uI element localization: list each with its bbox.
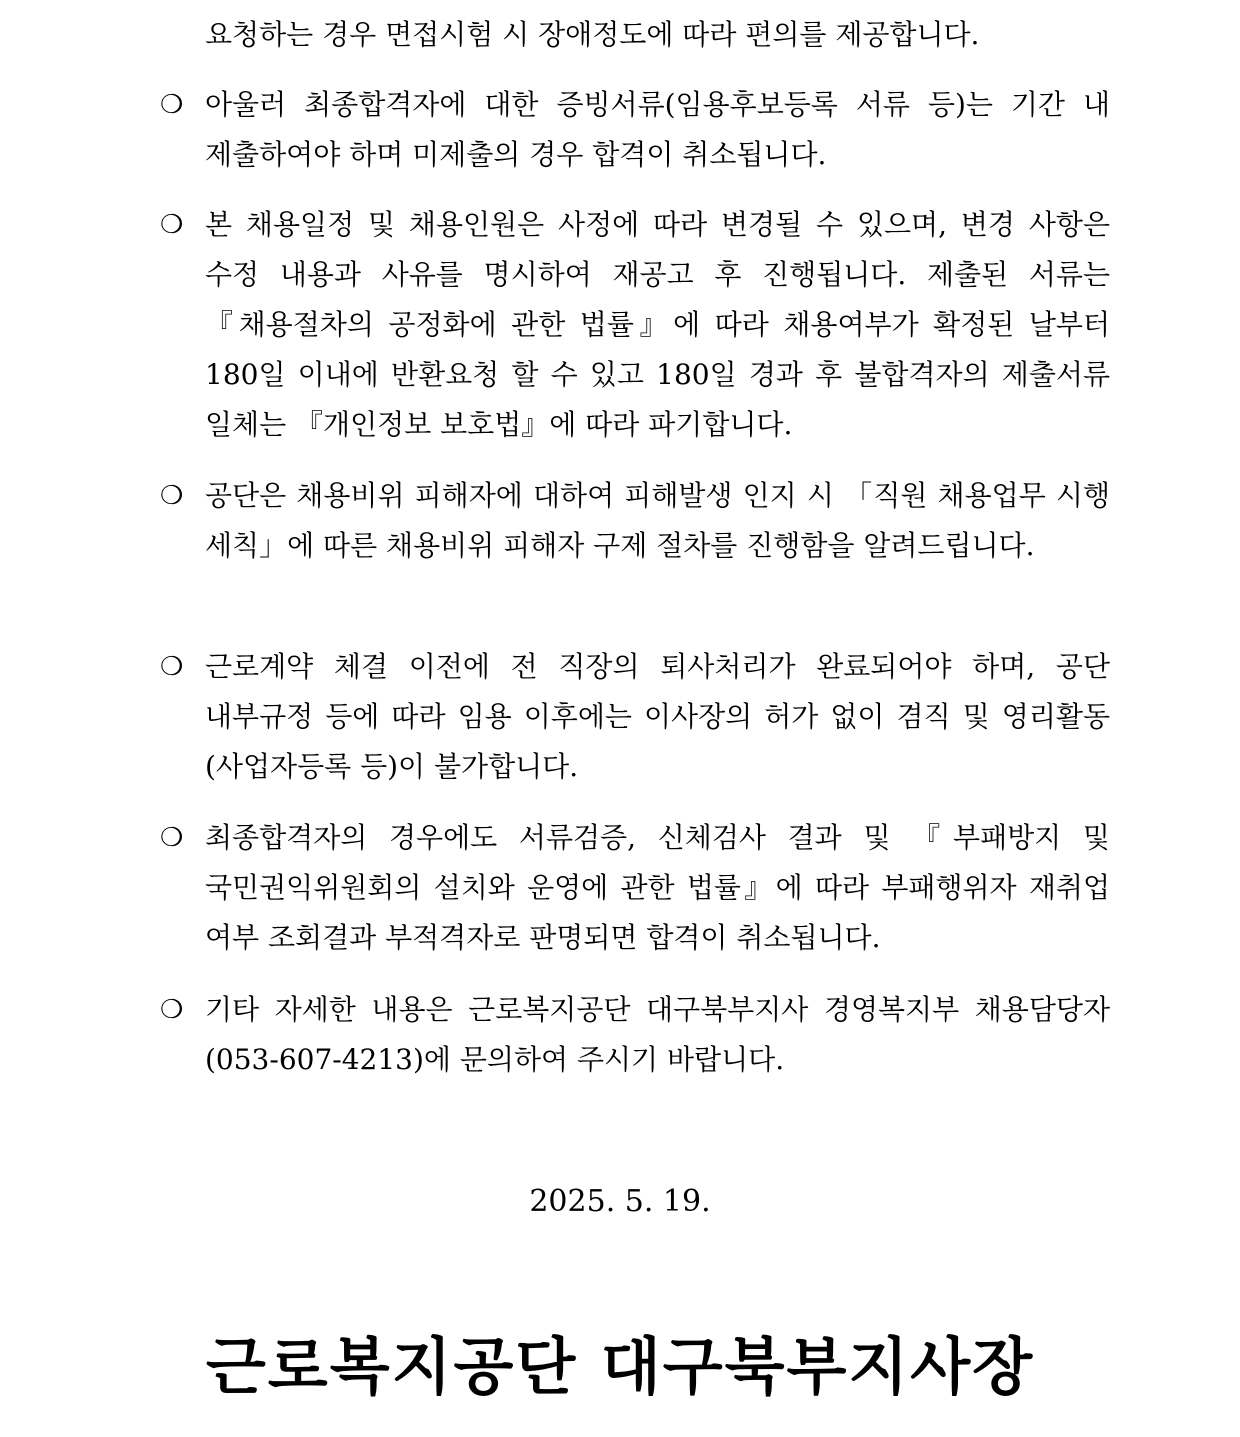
- circle-bullet-icon: ❍: [160, 481, 184, 511]
- issuer-signature: 근로복지공단 대구북부지사장: [205, 1330, 1035, 1403]
- bullet-text: 최종합격자의 경우에도 서류검증, 신체검사 결과 및 『부패방지 및 국민권익위원회의 설치와 운영에 관한 법률』에 따라 부패행위자 재취업 여부 조회결과 부적격자로 판명되면 합격이 취소됩니다.: [205, 821, 1110, 954]
- circle-bullet-icon: ❍: [160, 90, 184, 120]
- circle-bullet-icon: ❍: [160, 995, 184, 1025]
- bullet-text: 본 채용일정 및 채용인원은 사정에 따라 변경될 수 있으며, 변경 사항은 수정 내용과 사유를 명시하여 재공고 후 진행됩니다. 제출된 서류는 『채용절차의 공정화에 관한 법률』에 따라 채용여부가 확정된 날부터 180일 이내에 반환요청 할 수 있고 180일 경과 후 불합격자의 제출서류 일체는 『개인정보 보호법』에 따라 파기합니다.: [205, 208, 1110, 441]
- bullet-text: 기타 자세한 내용은 근로복지공단 대구북부지사 경영복지부 채용담당자(053-607-4213)에 문의하여 주시기 바랍니다.: [205, 993, 1110, 1076]
- circle-bullet-icon: ❍: [160, 652, 184, 682]
- bullet-text: 아울러 최종합격자에 대한 증빙서류(임용후보등록 서류 등)는 기간 내 제출하여야 하며 미제출의 경우 합격이 취소됩니다.: [205, 88, 1110, 171]
- continuation-line: 요청하는 경우 면접시험 시 장애정도에 따라 편의를 제공합니다.: [205, 18, 980, 51]
- bullet-text: 공단은 채용비위 피해자에 대하여 피해발생 인지 시 「직원 채용업무 시행 세칙」에 따른 채용비위 피해자 구제 절차를 진행함을 알려드립니다.: [205, 479, 1110, 562]
- bullet-text: 근로계약 체결 이전에 전 직장의 퇴사처리가 완료되어야 하며, 공단 내부규정 등에 따라 임용 이후에는 이사장의 허가 없이 겸직 및 영리활동(사업자등록 등)이 불가합니다.: [205, 650, 1110, 783]
- circle-bullet-icon: ❍: [160, 210, 184, 240]
- circle-bullet-icon: ❍: [160, 823, 184, 853]
- notice-date: 2025. 5. 19.: [529, 1184, 711, 1219]
